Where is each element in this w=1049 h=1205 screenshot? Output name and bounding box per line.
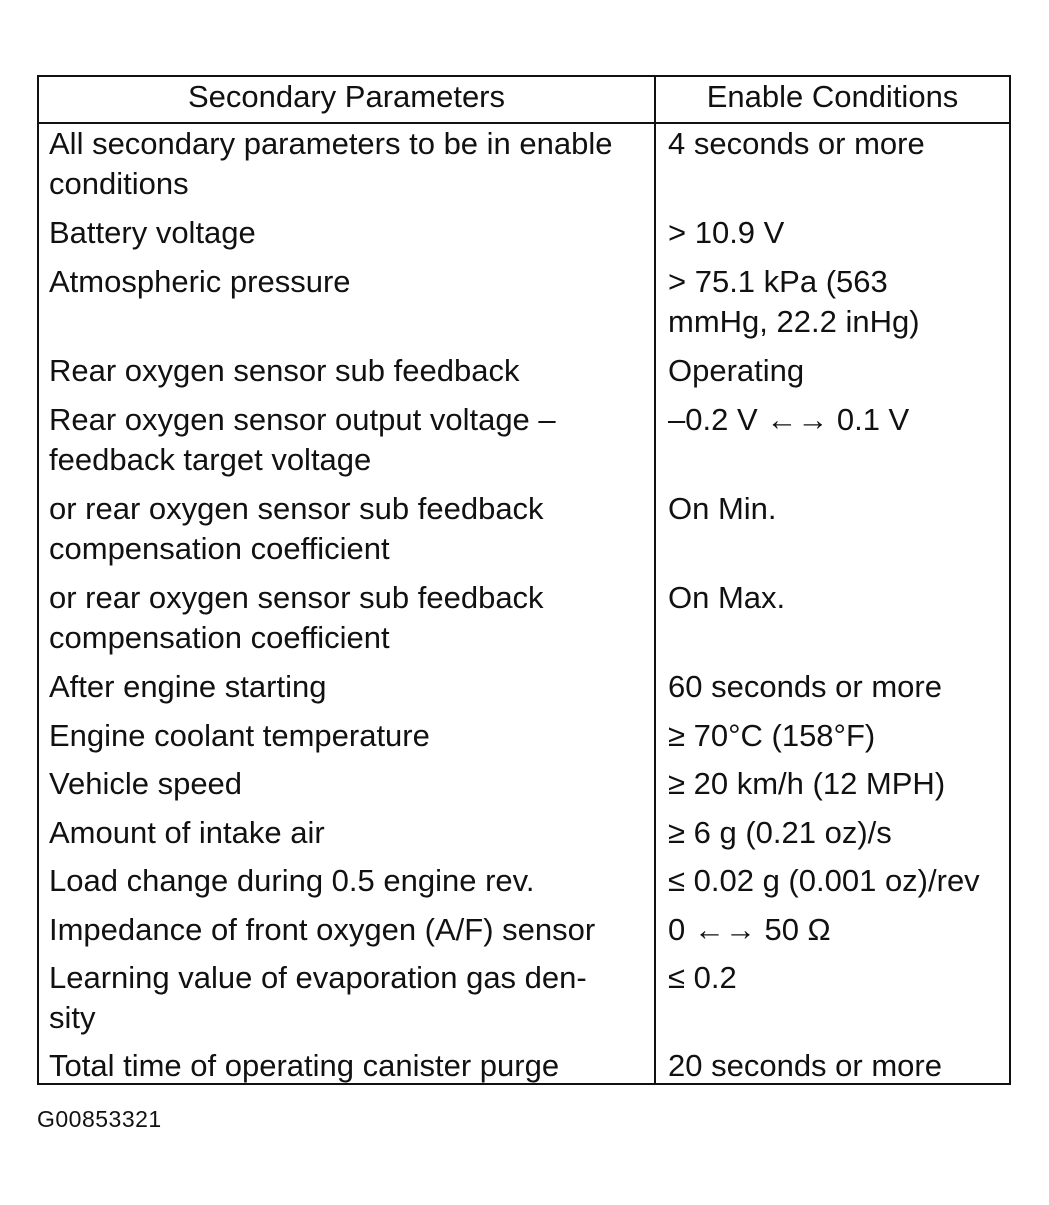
condition-cell: > 10.9 V — [668, 215, 785, 250]
condition-cell: ≥ 20 km/h (12 MPH) — [668, 766, 946, 801]
parameter-cell: Engine coolant temperature — [49, 718, 430, 753]
header-secondary-parameters: Secondary Parameters — [187, 79, 506, 114]
condition-cell: –0.2 V ←→ 0.1 V — [668, 402, 910, 437]
parameter-cell: Rear oxygen sensor output voltage – feedback target voltage — [49, 402, 556, 477]
parameter-cell: Vehicle speed — [49, 766, 243, 801]
parameter-cell: Impedance of front oxygen (A/F) sensor — [49, 912, 596, 947]
parameter-cell: After engine starting — [49, 669, 327, 704]
parameter-cell: All secondary parameters to be in enable conditions — [49, 126, 613, 201]
condition-cell: 0 ←→ 50 Ω — [668, 912, 831, 947]
parameter-cell: Load change during 0.5 engine rev. — [49, 863, 535, 898]
condition-cell: 4 seconds or more — [668, 126, 925, 161]
condition-cell: On Min. — [668, 491, 777, 526]
condition-cell: > 75.1 kPa (563 mmHg, 22.2 inHg) — [668, 264, 920, 339]
parameter-cell: Battery voltage — [49, 215, 256, 250]
condition-cell: On Max. — [668, 580, 786, 615]
parameter-cell: Amount of intake air — [49, 815, 325, 850]
column-divider — [654, 77, 656, 1083]
header-enable-conditions: Enable Conditions — [706, 79, 959, 114]
parameter-cell: Total time of operating canister purge — [49, 1048, 560, 1083]
table-header — [39, 77, 1009, 124]
parameter-cell: or rear oxygen sensor sub feedback compensation coefficient — [49, 580, 544, 655]
condition-cell: ≥ 70°C (158°F) — [668, 718, 876, 753]
parameter-cell: Rear oxygen sensor sub feedback — [49, 353, 520, 388]
condition-cell: 20 seconds or more — [668, 1048, 942, 1083]
condition-cell: 60 seconds or more — [668, 669, 942, 704]
parameter-cell: Learning value of evaporation gas den- sity — [49, 960, 587, 1035]
enable-conditions-table — [37, 75, 1011, 1085]
condition-cell: ≥ 6 g (0.21 oz)/s — [668, 815, 892, 850]
condition-cell: Operating — [668, 353, 805, 388]
parameter-cell: Atmospheric pressure — [49, 264, 351, 299]
condition-cell: ≤ 0.02 g (0.001 oz)/rev — [668, 863, 980, 898]
parameter-cell: or rear oxygen sensor sub feedback compensation coefficient — [49, 491, 544, 566]
condition-cell: ≤ 0.2 — [668, 960, 737, 995]
figure-id: G00853321 — [37, 1106, 162, 1132]
